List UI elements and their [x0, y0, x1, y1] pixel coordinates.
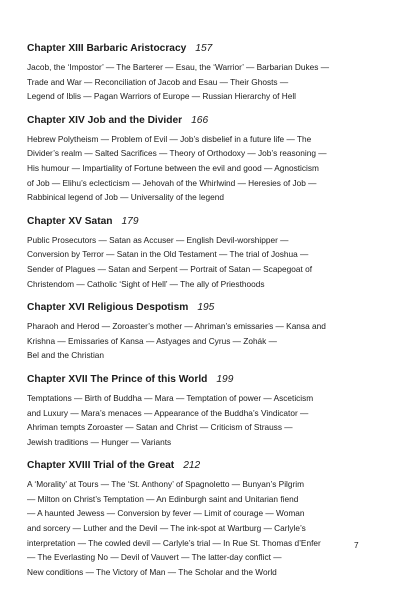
chapter-entry-xvii [27, 373, 393, 449]
synopsis-line: Pharaoh and Herod — Zoroaster’s mother — Ahriman’s emissaries — Kansa and [27, 321, 326, 332]
chapter-title: Chapter XVI Religious Despotism [27, 302, 189, 314]
synopsis-line: — The Everlasting No — Devil of Vauvert — The latter-day conflict — [27, 552, 282, 563]
chapter-heading [27, 114, 393, 128]
chapter-title: Chapter XVII The Prince of this World [27, 373, 208, 385]
chapter-entry-xvi [27, 301, 393, 363]
chapter-heading [27, 301, 393, 315]
synopsis-line: Ahriman tempts Zoroaster — Satan and Christ — Criticism of Strauss — [27, 422, 293, 433]
chapter-title: Chapter XIII Barbaric Aristocracy [27, 43, 187, 54]
chapter-title: Chapter XIV Job and the Divider [27, 114, 183, 126]
synopsis-line: and sorcery — Luther and the Devil — The ink-spot at Wartburg — Carlyle’s [27, 523, 306, 534]
synopsis-line: Temptations — Birth of Buddha — Mara — Temptation of power — Asceticism [27, 392, 314, 403]
chapter-heading [27, 459, 393, 473]
chapter-page-number: 195 [197, 302, 215, 314]
synopsis-line: Hebrew Polytheism — Problem of Evil — Job’s disbelief in a future life — The [27, 133, 312, 144]
synopsis-line: Jewish traditions — Hunger — Variants [27, 436, 172, 447]
chapter-page-number: 199 [216, 373, 234, 385]
synopsis-line: — A haunted Jewess — Conversion by fever — Limit of courage — Woman [27, 508, 305, 519]
chapter-entry-xiv [27, 114, 393, 205]
chapter-heading [27, 215, 393, 229]
chapter-synopsis [27, 132, 393, 205]
chapter-entry-xiii [27, 42, 393, 104]
chapter-synopsis [27, 477, 393, 579]
page-number: 7 [354, 540, 359, 550]
synopsis-line: Trade and War — Reconciliation of Jacob and Esau — Their Ghosts — [27, 76, 289, 87]
synopsis-line: Divider’s realm — Salted Sacrifices — Theory of Orthodoxy — Job’s reasoning — [27, 148, 327, 159]
contents-page [27, 42, 393, 589]
chapter-page-number: 166 [191, 114, 209, 126]
chapter-heading [27, 373, 393, 387]
chapter-synopsis [27, 391, 393, 449]
synopsis-line: interpretation — The cowled devil — Carlyle’s trial — In Rue St. Thomas d’Enfer [27, 537, 321, 548]
synopsis-line: Public Prosecutors — Satan as Accuser — English Devil-worshipper — [27, 234, 289, 245]
chapter-synopsis [27, 319, 393, 363]
synopsis-line: Rabbinical legend of Job — Universality of the legend [27, 192, 224, 203]
synopsis-line: Conversion by Terror — Satan in the Old Testament — The trial of Joshua — [27, 249, 309, 260]
synopsis-line: New conditions — The Victory of Man — The Scholar and the World [27, 566, 277, 577]
chapter-entry-xv [27, 215, 393, 291]
chapter-heading [27, 42, 393, 56]
synopsis-line: Jacob, the ‘Impostor’ — The Barterer — Esau, the ‘Warrior’ — Barbarian Dukes — [27, 62, 330, 72]
synopsis-line: Legend of Iblis — Pagan Warriors of Europe — Russian Hierarchy of Hell [27, 91, 297, 102]
synopsis-line: His humour — Impartiality of Fortune between the evil and good — Agnosticism [27, 162, 319, 173]
synopsis-line: Christendom — Catholic ‘Sight of Hell’ — The ally of Priesthoods [27, 278, 265, 289]
chapter-page-number: 179 [121, 215, 139, 227]
synopsis-line: Sender of Plagues — Satan and Serpent — Portrait of Satan — Scapegoat of [27, 263, 313, 274]
chapter-synopsis [27, 60, 393, 104]
chapter-synopsis [27, 233, 393, 291]
chapter-page-number: 157 [195, 43, 213, 54]
synopsis-line: Bel and the Christian [27, 350, 105, 361]
synopsis-line: and Luxury — Mara’s menaces — Appearance of the Buddha’s Vindicator — [27, 407, 309, 418]
synopsis-line: of Job — Elihu’s eclecticism — Jehovah of the Whirlwind — Heresies of Job — [27, 177, 317, 188]
chapter-entry-xviii [27, 459, 393, 579]
chapter-title: Chapter XV Satan [27, 215, 113, 227]
synopsis-line: A ‘Morality’ at Tours — The ‘St. Anthony’ of Spagnoletto — Bunyan’s Pilgrim [27, 479, 305, 490]
synopsis-line: Krishna — Emissaries of Kansa — Astyages and Cyrus — Zohák — [27, 335, 277, 346]
synopsis-line: — Milton on Christ’s Temptation — An Edinburgh saint and Unitarian fiend [27, 493, 299, 504]
chapter-title: Chapter XVIII Trial of the Great [27, 460, 175, 472]
chapter-page-number: 212 [183, 460, 201, 472]
